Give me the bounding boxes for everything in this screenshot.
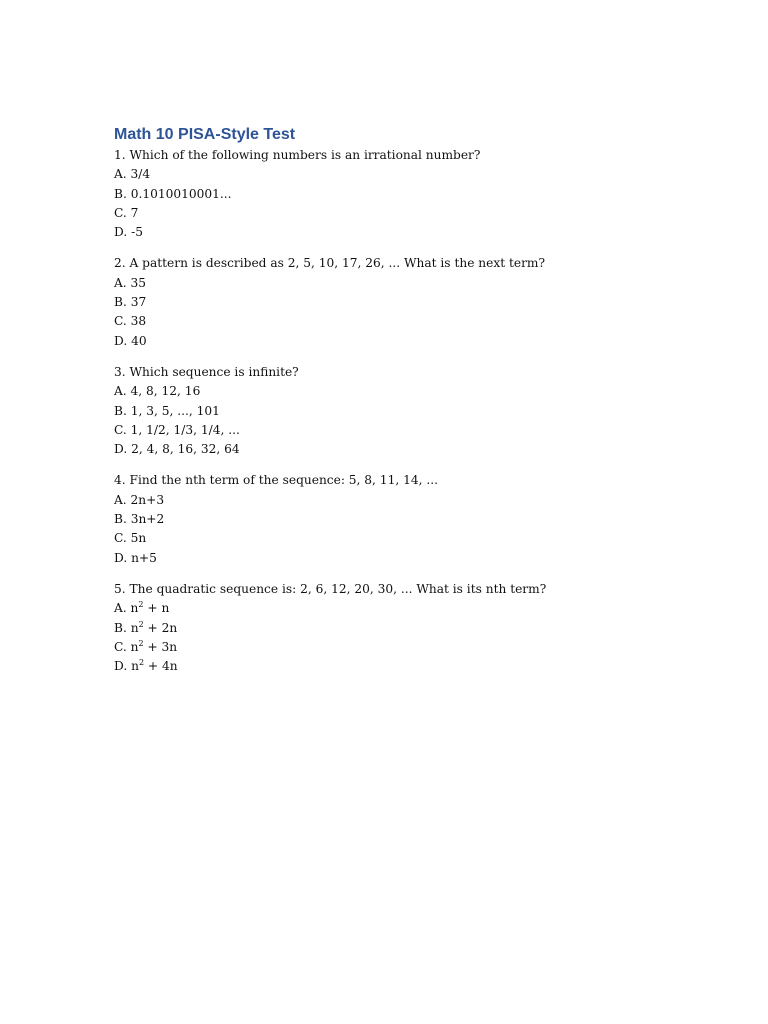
exponent: 2 xyxy=(138,619,144,629)
option-suffix: + 3n xyxy=(143,639,178,654)
question-3 xyxy=(114,363,714,459)
option-b: B. 0.1010010001... xyxy=(114,186,232,201)
option-c xyxy=(114,638,714,657)
option-a: A. 2n+3 xyxy=(114,492,165,507)
option-a: A. 4, 8, 12, 16 xyxy=(114,384,201,399)
option-d xyxy=(114,657,714,676)
question-2 xyxy=(114,254,714,350)
option-prefix: A. n xyxy=(114,601,139,616)
option-b: B. 1, 3, 5, ..., 101 xyxy=(114,403,220,418)
question-text: 4. Find the nth term of the sequence: 5, 8, 11, 14, ... xyxy=(114,473,438,488)
question-text: 3. Which sequence is infinite? xyxy=(114,364,299,379)
option-suffix: + n xyxy=(143,601,170,616)
option-b: B. 37 xyxy=(114,295,147,310)
option-suffix: + 4n xyxy=(144,659,178,674)
option-c: C. 38 xyxy=(114,314,147,329)
option-d: D. n+5 xyxy=(114,550,157,565)
option-b: B. 3n+2 xyxy=(114,512,165,527)
option-prefix: D. n xyxy=(114,659,139,674)
document-page xyxy=(114,124,714,688)
question-text: 5. The quadratic sequence is: 2, 6, 12, 20, 30, ... What is its nth term? xyxy=(114,581,547,596)
question-text: 1. Which of the following numbers is an irrational number? xyxy=(114,148,481,162)
question-5 xyxy=(114,580,714,676)
option-d: D. 2, 4, 8, 16, 32, 64 xyxy=(114,442,240,457)
option-d: D. 40 xyxy=(114,333,147,348)
option-a: A. 3/4 xyxy=(114,167,151,182)
question-1 xyxy=(114,146,714,242)
option-c: C. 7 xyxy=(114,205,139,220)
question-text: 2. A pattern is described as 2, 5, 10, 17, 26, ... What is the next term? xyxy=(114,256,546,271)
exponent: 2 xyxy=(138,600,144,610)
option-prefix: C. n xyxy=(114,639,139,654)
question-4 xyxy=(114,471,714,567)
option-d: D. -5 xyxy=(114,225,143,240)
option-prefix: B. n xyxy=(114,620,139,635)
exponent: 2 xyxy=(138,638,144,648)
option-a: A. 35 xyxy=(114,275,147,290)
option-c: C. 5n xyxy=(114,531,147,546)
option-a xyxy=(114,599,714,618)
option-c: C. 1, 1/2, 1/3, 1/4, ... xyxy=(114,422,240,437)
exponent: 2 xyxy=(138,658,145,668)
option-b xyxy=(114,619,714,638)
option-suffix: + 2n xyxy=(143,620,178,635)
document-title: Math 10 PISA-Style Test xyxy=(114,126,296,143)
